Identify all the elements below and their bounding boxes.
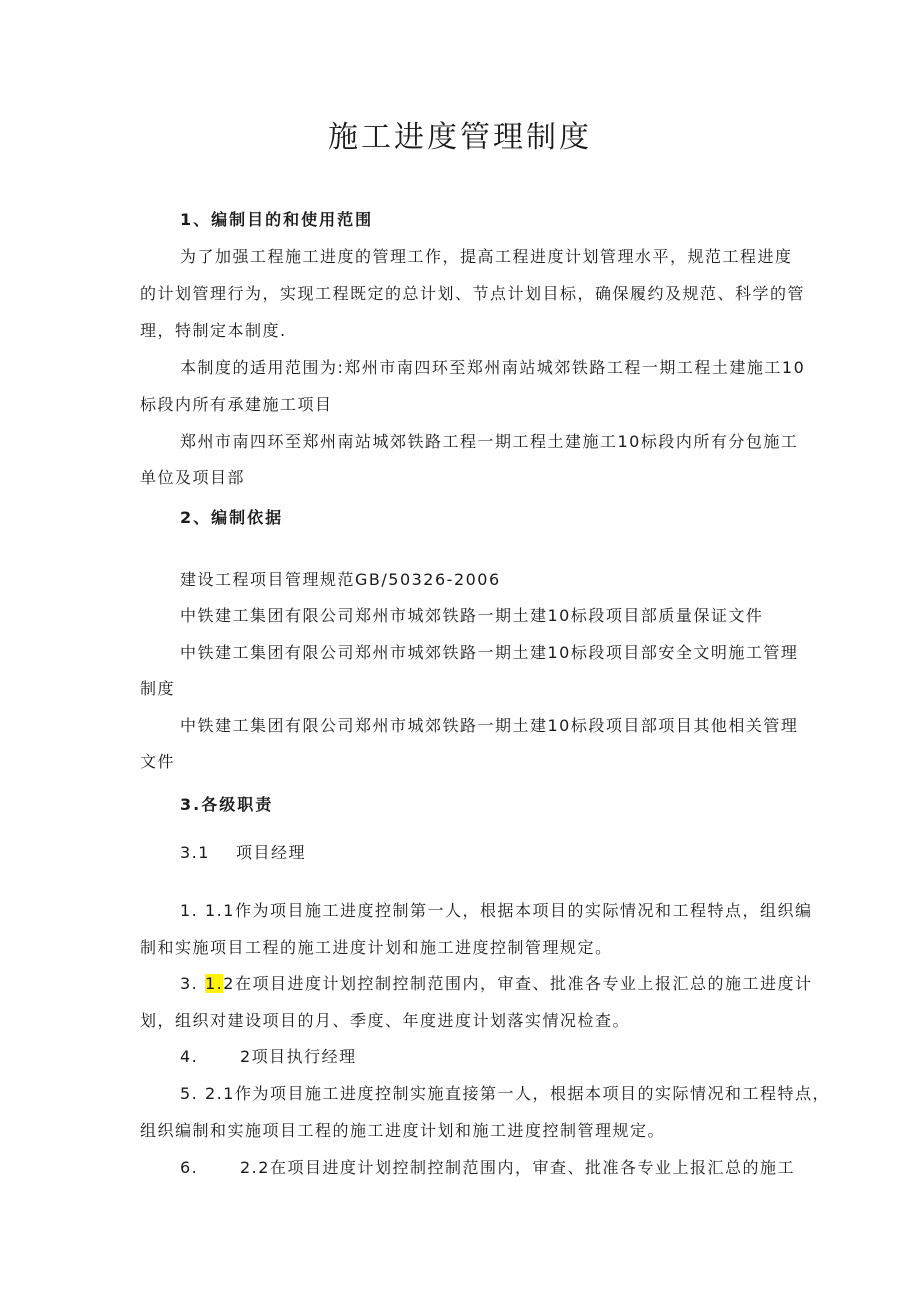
list-item-line: 1.1作为项目施工进度控制第一人，根据本项目的实际情况和工程特点，组织编 (205, 901, 813, 920)
list-item-line: 组织编制和实施项目工程的施工进度计划和施工进度控制管理规定。 (140, 1121, 666, 1140)
list-item-line: 2.1作为项目施工进度控制实施直接第一人，根据本项目的实际情况和工程特点， (205, 1084, 830, 1103)
reference-line: 中铁建工集团有限公司郑州市城郊铁路一期土建10标段项目部项目其他相关管理 (180, 716, 799, 735)
paragraph-line: 本制度的适用范围为:郑州市南四环至郑州南站城郊铁路工程一期工程土建施工10 (180, 358, 806, 377)
section-3-heading: 3.各级职责 (180, 795, 274, 814)
section-1-heading: 1、编制目的和使用范围 (180, 210, 374, 229)
subsection-title: 项目经理 (236, 843, 307, 862)
paragraph-line: 标段内所有承建施工项目 (140, 395, 333, 414)
reference-line: 中铁建工集团有限公司郑州市城郊铁路一期土建10标段项目部质量保证文件 (180, 606, 764, 625)
page-title: 施工进度管理制度 (328, 120, 592, 155)
list-item-line: 2项目执行经理 (240, 1047, 357, 1066)
list-item-text: 2在项目进度计划控制控制范围内，审查、批准各专业上报汇总的施工进度计 (223, 974, 813, 993)
highlighted-text: 1. (205, 974, 224, 993)
list-number: 5. (180, 1084, 199, 1103)
paragraph-line: 单位及项目部 (140, 468, 246, 487)
subsection-number: 3.1 (180, 843, 210, 862)
reference-line: 中铁建工集团有限公司郑州市城郊铁路一期土建10标段项目部安全文明施工管理 (180, 643, 799, 662)
paragraph-line: 的计划管理行为，实现工程既定的总计划、节点计划目标，确保履约及规范、科学的管 (140, 284, 806, 303)
list-number: 3. (180, 974, 199, 993)
reference-line: 建设工程项目管理规范GB/50326-2006 (180, 570, 501, 589)
reference-line: 制度 (140, 679, 176, 698)
section-2-heading: 2、编制依据 (180, 508, 284, 527)
list-item-line: 制和实施项目工程的施工进度计划和施工进度控制管理规定。 (140, 938, 613, 957)
list-item-line: 2.2在项目进度计划控制控制范围内，审查、批准各专业上报汇总的施工 (240, 1158, 795, 1177)
paragraph-line: 理，特制定本制度. (140, 321, 287, 340)
paragraph-line: 郑州市南四环至郑州南站城郊铁路工程一期工程土建施工10标段内所有分包施工 (180, 432, 799, 451)
list-number: 6. (180, 1158, 199, 1177)
reference-line: 文件 (140, 752, 176, 771)
paragraph-line: 为了加强工程施工进度的管理工作，提高工程进度计划管理水平，规范工程进度 (180, 247, 793, 266)
list-item-line: 划，组织对建设项目的月、季度、年度进度计划落实情况检查。 (140, 1011, 631, 1030)
list-number: 4. (180, 1047, 199, 1066)
list-number: 1. (180, 901, 199, 920)
list-item-line (205, 974, 812, 994)
